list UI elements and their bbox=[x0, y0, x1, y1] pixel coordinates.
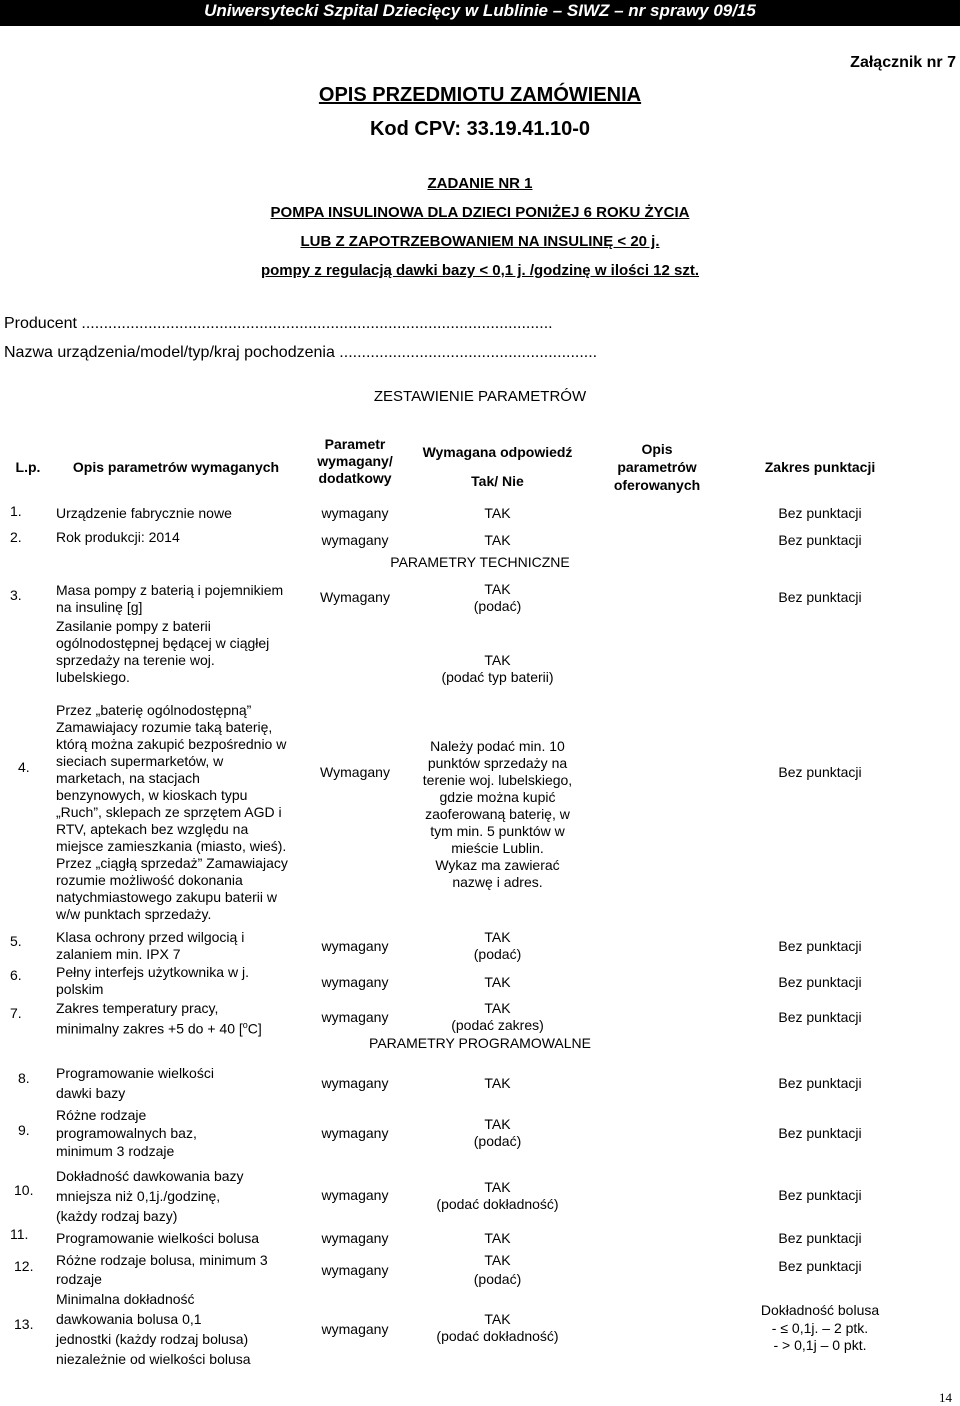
row-answer: TAK bbox=[484, 1230, 511, 1246]
row-answer: punktów sprzedaży na bbox=[427, 755, 568, 771]
row-description: Minimalna dokładność bbox=[56, 1291, 195, 1307]
document-header: Uniwersytecki Szpital Dziecięcy w Lublinie – SIWZ – nr sprawy 09/15 bbox=[0, 0, 960, 26]
row-param: wymagany bbox=[321, 1187, 389, 1203]
row-description: polskim bbox=[56, 981, 104, 997]
row-answer: (podać) bbox=[473, 1271, 522, 1287]
header-param-2: wymagany/ bbox=[317, 453, 393, 469]
row-description: RTV, aptekach bez względu na bbox=[56, 821, 249, 837]
row-score: Bez punktacji bbox=[778, 589, 862, 605]
row-score: - ≤ 0,1j. – 2 ptk. bbox=[771, 1320, 869, 1336]
row-description: programowalnych baz, bbox=[56, 1125, 197, 1141]
row-answer: nazwę i adres. bbox=[452, 874, 543, 890]
row-answer: (podać dokładność) bbox=[436, 1328, 559, 1344]
row-description: lubelskiego. bbox=[56, 669, 130, 685]
row-description: Programowanie wielkości bbox=[56, 1065, 214, 1081]
row-description: sieciach supermarketów, w bbox=[56, 753, 224, 769]
row-answer: (podać) bbox=[473, 1133, 522, 1149]
row-param: wymagany bbox=[321, 1125, 389, 1141]
row-param: wymagany bbox=[321, 532, 389, 548]
header-score: Zakres punktacji bbox=[764, 459, 876, 475]
header-answer-1: Wymagana odpowiedź bbox=[422, 444, 573, 460]
row-score: Bez punktacji bbox=[778, 1075, 862, 1091]
row-description: minimalny zakres +5 do + 40 [$^o$C] bbox=[56, 1020, 262, 1037]
row-answer: TAK bbox=[484, 581, 511, 597]
row-description: Zamawiajacy rozumie taką baterię, bbox=[56, 719, 273, 735]
device-name-line: Nazwa urządzenia/model/typ/kraj pochodzenia .......................................................... bbox=[4, 344, 598, 361]
row-description: marketach, na stacjach bbox=[56, 770, 200, 786]
row-description: dawkowania bolusa 0,1 bbox=[56, 1311, 202, 1327]
row-param: wymagany bbox=[321, 1262, 389, 1278]
row-number: 9. bbox=[18, 1122, 30, 1138]
row-description: rozumie możliwość dokonania bbox=[56, 872, 243, 888]
row-number: 3. bbox=[10, 587, 22, 603]
row-answer: terenie woj. lubelskiego, bbox=[422, 772, 573, 788]
row-number: 8. bbox=[18, 1070, 30, 1086]
row-answer: (podać zakres) bbox=[451, 1017, 544, 1033]
row-description: natychmiastowego zakupu baterii w bbox=[56, 889, 278, 905]
header-offered-1: Opis bbox=[641, 441, 673, 457]
row-description: Klasa ochrony przed wilgocią i bbox=[56, 929, 245, 945]
row-description: Programowanie wielkości bolusa bbox=[56, 1230, 260, 1246]
row-answer: gdzie można kupić bbox=[439, 789, 556, 805]
row-score: Bez punktacji bbox=[778, 938, 862, 954]
header-answer-2: Tak/ Nie bbox=[471, 473, 524, 489]
row-number: 7. bbox=[10, 1005, 22, 1021]
row-description: Zakres temperatury pracy, bbox=[56, 1000, 219, 1016]
row-description: w/w punktach sprzedaży. bbox=[56, 906, 212, 922]
row-number: 1. bbox=[10, 503, 22, 519]
row-answer: TAK bbox=[484, 1311, 511, 1327]
row-answer: zaoferowaną baterię, w bbox=[425, 806, 570, 822]
row-score: - > 0,1j – 0 pkt. bbox=[773, 1337, 867, 1353]
row-param: wymagany bbox=[321, 505, 389, 521]
attachment-label: Załącznik nr 7 bbox=[850, 54, 956, 71]
page-title: OPIS PRZEDMIOTU ZAMÓWIENIA bbox=[318, 84, 642, 106]
row-answer: (podać typ baterii) bbox=[441, 669, 554, 685]
cpv-code: Kod CPV: 33.19.41.10-0 bbox=[369, 118, 591, 140]
row-score: Dokładność bolusa bbox=[760, 1302, 880, 1318]
section-technical: PARAMETRY TECHNICZNE bbox=[390, 554, 570, 570]
row-description: jednostki (każdy rodzaj bolusa) bbox=[56, 1331, 249, 1347]
row-score: Bez punktacji bbox=[778, 974, 862, 990]
row-description: „Ruch”, sklepach ze sprzętem AGD i bbox=[56, 804, 282, 820]
row-score: Bez punktacji bbox=[778, 1009, 862, 1025]
section-programming: PARAMETRY PROGRAMOWALNE bbox=[369, 1035, 591, 1051]
row-param: wymagany bbox=[321, 1009, 389, 1025]
row-number: 10. bbox=[14, 1182, 34, 1198]
header-offered-3: oferowanych bbox=[613, 477, 701, 493]
header-description: Opis parametrów wymaganych bbox=[72, 459, 280, 475]
row-param: wymagany bbox=[321, 974, 389, 990]
row-description: Pełny interfejs użytkownika w j. bbox=[56, 964, 249, 980]
row-score: Bez punktacji bbox=[778, 764, 862, 780]
row-score: Bez punktacji bbox=[778, 1230, 862, 1246]
row-param: wymagany bbox=[321, 1075, 389, 1091]
task-number: ZADANIE NR 1 bbox=[427, 175, 533, 192]
row-param: wymagany bbox=[321, 1321, 389, 1337]
row-description: dawki bazy bbox=[56, 1085, 126, 1101]
row-description: Zasilanie pompy z baterii bbox=[56, 618, 211, 634]
row-answer: TAK bbox=[484, 1116, 511, 1132]
row-number: 6. bbox=[10, 967, 22, 983]
row-param: wymagany bbox=[321, 1230, 389, 1246]
header-param-3: dodatkowy bbox=[318, 470, 392, 486]
row-answer: Należy podać min. 10 bbox=[430, 738, 565, 754]
row-description: benzynowych, w kioskach typu bbox=[56, 787, 248, 803]
row-description: Różne rodzaje bbox=[56, 1107, 147, 1123]
row-description: na insulinę [g] bbox=[56, 599, 143, 615]
row-answer: tym min. 5 punktów w bbox=[430, 823, 565, 839]
row-description: rodzaje bbox=[56, 1271, 102, 1287]
row-param: wymagany bbox=[321, 938, 389, 954]
row-description: którą można zakupić bezpośrednio w bbox=[56, 736, 287, 752]
row-param: Wymagany bbox=[320, 589, 390, 605]
row-score: Bez punktacji bbox=[778, 532, 862, 548]
row-answer: (podać dokładność) bbox=[436, 1196, 559, 1212]
row-description: miejsce zamieszkania (miasto, wieś). bbox=[56, 838, 287, 854]
row-number: 2. bbox=[10, 529, 22, 545]
row-score: Bez punktacji bbox=[778, 505, 862, 521]
row-answer: TAK bbox=[484, 652, 511, 668]
header-lp: L.p. bbox=[15, 459, 41, 475]
row-number: 4. bbox=[18, 759, 30, 775]
page-number: 14 bbox=[939, 1390, 952, 1405]
task-quantity: pompy z regulacją dawki bazy < 0,1 j. /godzinę w ilości 12 szt. bbox=[260, 262, 700, 279]
task-title: POMPA INSULINOWA DLA DZIECI PONIŻEJ 6 ROKU ŻYCIA bbox=[270, 204, 690, 221]
row-description: Rok produkcji: 2014 bbox=[56, 529, 180, 545]
row-description: Urządzenie fabrycznie nowe bbox=[56, 505, 232, 521]
row-answer: TAK bbox=[484, 532, 511, 548]
row-description: Dokładność dawkowania bazy bbox=[56, 1168, 244, 1184]
row-answer: TAK bbox=[484, 1075, 511, 1091]
row-answer: mieście Lublin. bbox=[451, 840, 544, 856]
row-score: Bez punktacji bbox=[778, 1258, 862, 1274]
row-answer: TAK bbox=[484, 1252, 511, 1268]
row-score: Bez punktacji bbox=[778, 1187, 862, 1203]
row-answer: TAK bbox=[484, 505, 511, 521]
row-description: Przez „baterię ogólnodostępną” bbox=[56, 702, 252, 718]
row-number: 5. bbox=[10, 933, 22, 949]
row-description: sprzedaży na terenie woj. bbox=[56, 652, 215, 668]
header-offered-2: parametrów bbox=[617, 459, 697, 475]
row-description: zalaniem min. IPX 7 bbox=[56, 946, 181, 962]
row-answer: TAK bbox=[484, 974, 511, 990]
row-answer: TAK bbox=[484, 1000, 511, 1016]
producer-line: Producent .......................................................................................................... bbox=[4, 315, 553, 332]
row-answer: (podać) bbox=[473, 946, 522, 962]
row-description: Przez „ciągłą sprzedaż” Zamawiajacy bbox=[56, 855, 288, 871]
row-description: Masa pompy z baterią i pojemnikiem bbox=[56, 582, 284, 598]
row-answer: Wykaz ma zawierać bbox=[435, 857, 560, 873]
row-description: (każdy rodzaj bazy) bbox=[56, 1208, 178, 1224]
header-param-1: Parametr bbox=[324, 436, 386, 452]
row-description: ogólnodostępnej będącej w ciągłej bbox=[56, 635, 270, 651]
row-number: 13. bbox=[14, 1316, 34, 1332]
row-description: mniejsza niż 0,1j./godzinę, bbox=[56, 1188, 221, 1204]
row-answer: TAK bbox=[484, 1179, 511, 1195]
task-subtitle: LUB Z ZAPOTRZEBOWANIEM NA INSULINĘ < 20 j. bbox=[300, 233, 660, 250]
row-score: Bez punktacji bbox=[778, 1125, 862, 1141]
row-number: 11. bbox=[10, 1226, 29, 1242]
row-param: Wymagany bbox=[320, 764, 390, 780]
row-description: Różne rodzaje bolusa, minimum 3 bbox=[56, 1252, 268, 1268]
summary-title: ZESTAWIENIE PARAMETRÓW bbox=[373, 388, 587, 405]
row-answer: (podać) bbox=[473, 598, 522, 614]
row-description: minimum 3 rodzaje bbox=[56, 1143, 175, 1159]
row-number: 12. bbox=[14, 1258, 34, 1274]
row-answer: TAK bbox=[484, 929, 511, 945]
row-description: niezależnie od wielkości bolusa bbox=[56, 1351, 251, 1367]
